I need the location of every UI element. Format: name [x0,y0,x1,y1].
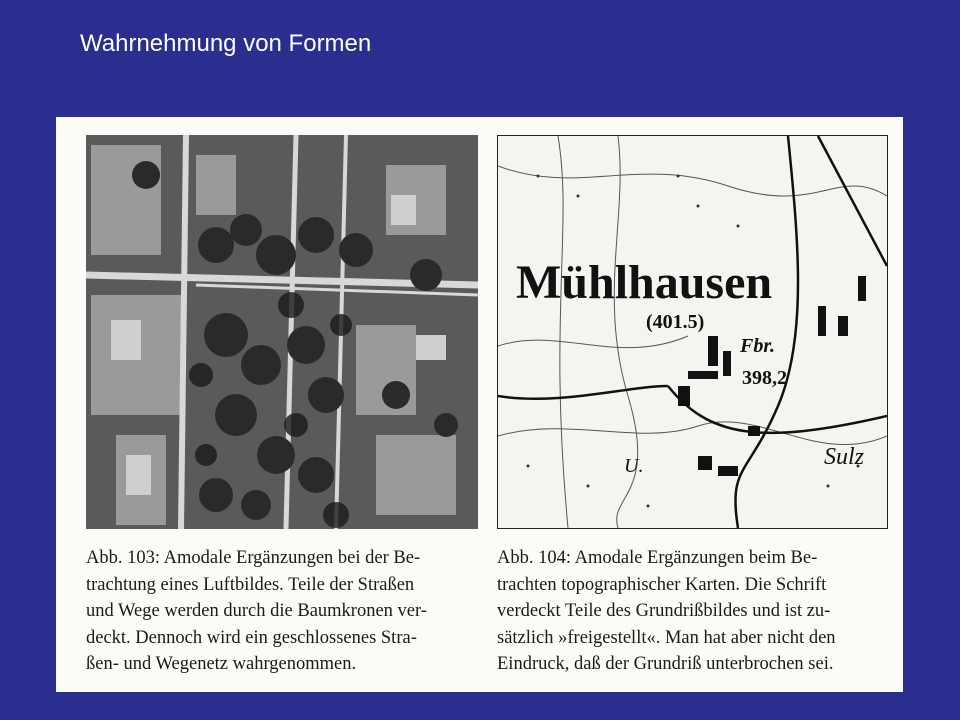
caption-line: und Wege werden durch die Baumkronen ver- [86,601,427,621]
map-elevation-label: (401.5) [646,311,705,333]
aerial-photo [86,135,478,529]
caption-line: Abb. 104: Amodale Ergänzungen beim Be- [497,548,818,568]
caption-line: trachten topographischer Karten. Die Schrift [497,574,827,595]
caption-line: verdeckt Teile des Grundrißbildes und ist zu- [497,601,831,621]
caption-line: trachtung eines Luftbildes. Teile der Straßen [86,574,415,595]
aerial-photo-graphic [86,135,478,529]
topographic-map-graphic [498,136,887,528]
caption-line: ßen- und Wegenetz wahrgenommen. [86,654,357,674]
caption-line: Eindruck, daß der Grundriß unterbrochen sei. [497,654,834,674]
slide-title: Wahrnehmung von Formen [80,30,372,57]
caption-line: sätzlich »freigestellt«. Man hat aber nicht den [497,627,836,648]
map-elevation-label-2: 398,2 [742,367,787,389]
caption-line: Abb. 103: Amodale Ergänzungen bei der Be- [86,548,421,568]
map-town-label: Mühlhausen [516,256,773,309]
map-factory-label: Fbr. [740,335,776,357]
map-marker-label: U. [624,455,644,477]
caption-line: deckt. Dennoch wird ein geschlossenes Stra- [86,627,417,648]
topographic-map [497,135,888,529]
caption-abb-103 [86,545,478,678]
caption-abb-104 [497,545,892,678]
map-stream-label: Sulz [824,444,865,470]
